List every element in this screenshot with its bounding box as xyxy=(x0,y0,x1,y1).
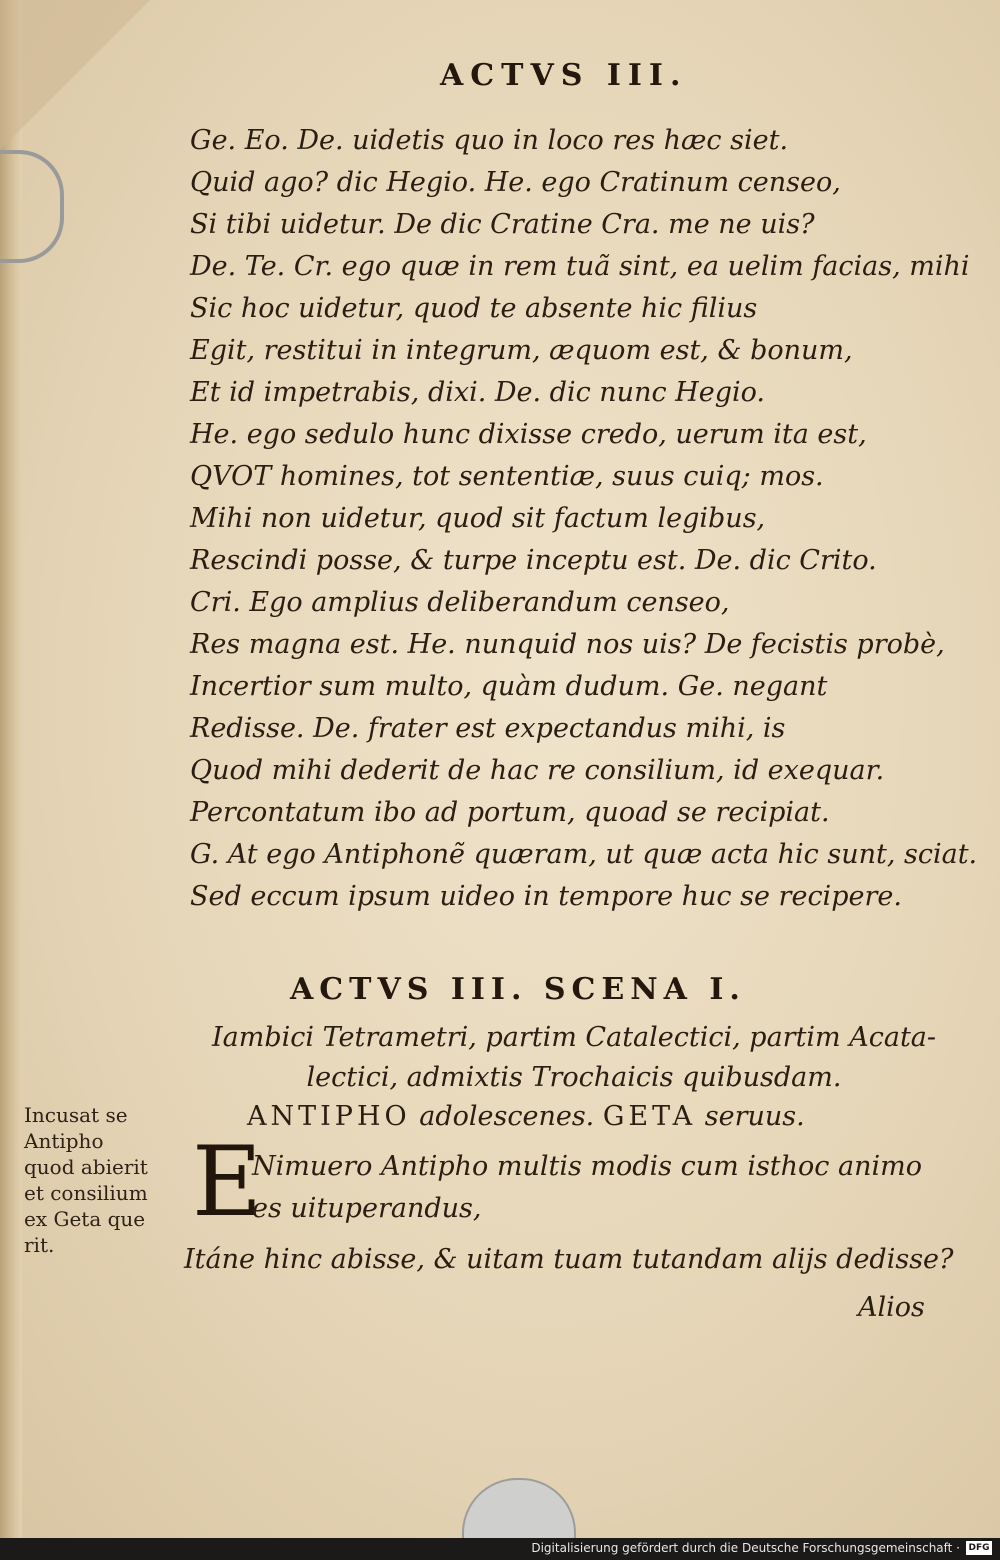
scene-text xyxy=(252,1146,952,1230)
folded-corner xyxy=(0,0,150,150)
character-role: seruus. xyxy=(704,1101,805,1132)
verse-line: Rescindi posse, & turpe inceptu est. De. dic Crito. xyxy=(190,545,877,576)
verse-line: Percontatum ibo ad portum, quoad se recipiat. xyxy=(190,797,830,828)
dramatis-personae xyxy=(247,1101,805,1132)
marginal-note xyxy=(24,1102,184,1258)
verse-line: Res magna est. He. nunquid nos uis? De fecistis probè, xyxy=(190,629,945,660)
note-line: Incusat se xyxy=(24,1103,128,1127)
verse-line: Sic hoc uidetur, quod te absente hic filius xyxy=(190,293,758,324)
note-line: et consilium xyxy=(24,1181,148,1205)
verse-line: Incertior sum multo, quàm dudum. Ge. negant xyxy=(190,671,828,702)
running-header: ACTVS III. xyxy=(440,58,688,93)
note-line: ex Geta que xyxy=(24,1207,146,1231)
footer-bar xyxy=(0,1538,1000,1560)
verse-block xyxy=(190,120,978,918)
verse-line: Ge. Eo. De. uidetis quo in loco res hæc siet. xyxy=(190,125,789,156)
note-line: rit. xyxy=(24,1233,55,1257)
verse-line: De. Te. Cr. ego quæ in rem tuã sint, ea uelim facias, mihi xyxy=(190,251,970,282)
note-line: quod abierit xyxy=(24,1155,148,1179)
verse-line: Quid ago? dic Hegio. He. ego Cratinum censeo, xyxy=(190,167,841,198)
scene-line: es uituperandus, xyxy=(252,1193,482,1224)
verse-line: He. ego sedulo hunc dixisse credo, uerum ita est, xyxy=(190,419,867,450)
scene-heading: ACTVS III. SCENA I. xyxy=(290,972,746,1007)
character-role: adolescenes. xyxy=(419,1101,595,1132)
scene-line: Itáne hinc abisse, & uitam tuam tutandam alijs dedisse? xyxy=(184,1244,954,1275)
verse-line: QVOT homines, tot sententiæ, suus cuiq; mos. xyxy=(190,461,824,492)
drop-capital: E xyxy=(192,1126,263,1238)
verse-line: Mihi non uidetur, quod sit factum legibus, xyxy=(190,503,766,534)
verse-line: Si tibi uidetur. De dic Cratine Cra. me ne uis? xyxy=(190,209,815,240)
verse-line: Sed eccum ipsum uideo in tempore huc se recipere. xyxy=(190,881,902,912)
verse-line: G. At ego Antiphonẽ quæram, ut quæ acta hic sunt, sciat. xyxy=(190,839,978,870)
verse-line: Redisse. De. frater est expectandus mihi, is xyxy=(190,713,786,744)
catchword: Alios xyxy=(858,1292,925,1323)
dfg-logo: DFG xyxy=(966,1541,992,1555)
verse-line: Et id impetrabis, dixi. De. dic nunc Hegio. xyxy=(190,377,765,408)
verse-line: Cri. Ego amplius deliberandum censeo, xyxy=(190,587,730,618)
verse-line: Egit, restitui in integrum, æquom est, & bonum, xyxy=(190,335,853,366)
funding-credit: Digitalisierung gefördert durch die Deutsche Forschungsgemeinschaft · xyxy=(531,1541,960,1555)
meter-line: lectici, admixtis Trochaicis quibusdam. xyxy=(306,1062,842,1093)
verse-line: Quod mihi dederit de hac re consilium, id exequar. xyxy=(190,755,885,786)
meter-line: Iambici Tetrametri, partim Catalectici, partim Acata- xyxy=(211,1022,937,1053)
paper-clip xyxy=(0,150,64,263)
thumb-holder xyxy=(462,1478,576,1538)
note-line: Antipho xyxy=(24,1129,104,1153)
scene-line: Nimuero Antipho multis modis cum isthoc animo xyxy=(252,1151,922,1182)
character-name: GETA xyxy=(602,1101,697,1132)
character-name: ANTIPHO xyxy=(247,1101,411,1132)
meter-description xyxy=(204,1018,944,1098)
